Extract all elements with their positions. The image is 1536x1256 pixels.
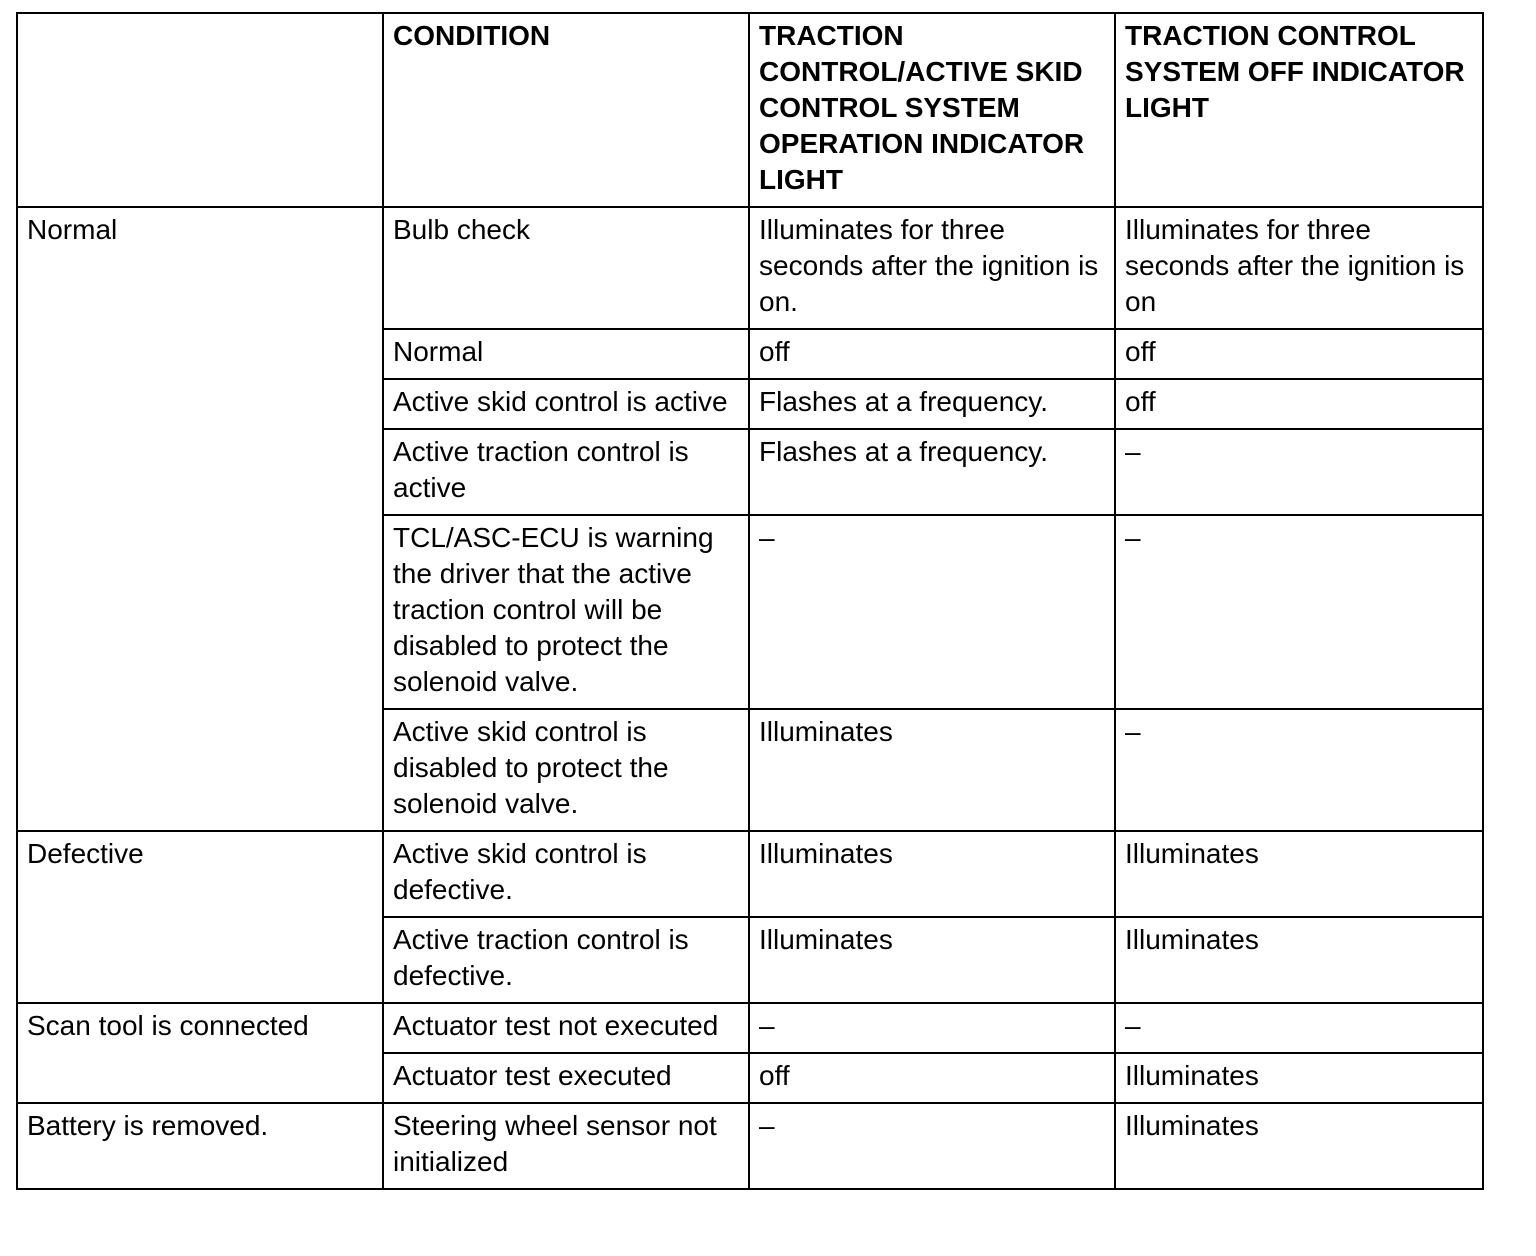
table-row	[17, 1003, 1483, 1053]
group-label-battery-removed: Battery is removed.	[17, 1103, 383, 1189]
header-cell-blank	[17, 13, 383, 207]
header-cell-condition: CONDITION	[383, 13, 749, 207]
off-indicator-cell: –	[1115, 429, 1483, 515]
condition-cell: Normal	[383, 329, 749, 379]
off-indicator-cell: –	[1115, 515, 1483, 709]
operation-indicator-cell: Illuminates	[749, 709, 1115, 831]
table-row	[17, 831, 1483, 917]
indicator-status-table	[16, 12, 1484, 1190]
table-row	[17, 207, 1483, 329]
operation-indicator-cell: off	[749, 329, 1115, 379]
off-indicator-cell: Illuminates	[1115, 1053, 1483, 1103]
group-label-normal: Normal	[17, 207, 383, 831]
condition-cell: Actuator test executed	[383, 1053, 749, 1103]
operation-indicator-cell: off	[749, 1053, 1115, 1103]
off-indicator-cell: –	[1115, 709, 1483, 831]
header-cell-operation-indicator: TRACTION CONTROL/ACTIVE SKID CONTROL SYSTEM OPERATION INDICATOR LIGHT	[749, 13, 1115, 207]
table-row	[17, 1103, 1483, 1189]
off-indicator-cell: Illuminates for three seconds after the ignition is on	[1115, 207, 1483, 329]
operation-indicator-cell: –	[749, 515, 1115, 709]
operation-indicator-cell: Illuminates	[749, 917, 1115, 1003]
condition-cell: Steering wheel sensor not initialized	[383, 1103, 749, 1189]
condition-cell: Bulb check	[383, 207, 749, 329]
operation-indicator-cell: –	[749, 1103, 1115, 1189]
header-cell-off-indicator: TRACTION CONTROL SYSTEM OFF INDICATOR LIGHT	[1115, 13, 1483, 207]
condition-cell: TCL/ASC-ECU is warning the driver that the active traction control will be disabled to protect the solenoid valve.	[383, 515, 749, 709]
off-indicator-cell: Illuminates	[1115, 1103, 1483, 1189]
condition-cell: Actuator test not executed	[383, 1003, 749, 1053]
group-label-scan-tool: Scan tool is connected	[17, 1003, 383, 1103]
operation-indicator-cell: Flashes at a frequency.	[749, 379, 1115, 429]
header-row	[17, 13, 1483, 207]
condition-cell: Active skid control is disabled to protect the solenoid valve.	[383, 709, 749, 831]
operation-indicator-cell: Illuminates for three seconds after the ignition is on.	[749, 207, 1115, 329]
off-indicator-cell: Illuminates	[1115, 831, 1483, 917]
condition-cell: Active traction control is defective.	[383, 917, 749, 1003]
condition-cell: Active traction control is active	[383, 429, 749, 515]
off-indicator-cell: Illuminates	[1115, 917, 1483, 1003]
condition-cell: Active skid control is active	[383, 379, 749, 429]
off-indicator-cell: off	[1115, 329, 1483, 379]
operation-indicator-cell: –	[749, 1003, 1115, 1053]
operation-indicator-cell: Flashes at a frequency.	[749, 429, 1115, 515]
operation-indicator-cell: Illuminates	[749, 831, 1115, 917]
off-indicator-cell: off	[1115, 379, 1483, 429]
group-label-defective: Defective	[17, 831, 383, 1003]
off-indicator-cell: –	[1115, 1003, 1483, 1053]
condition-cell: Active skid control is defective.	[383, 831, 749, 917]
